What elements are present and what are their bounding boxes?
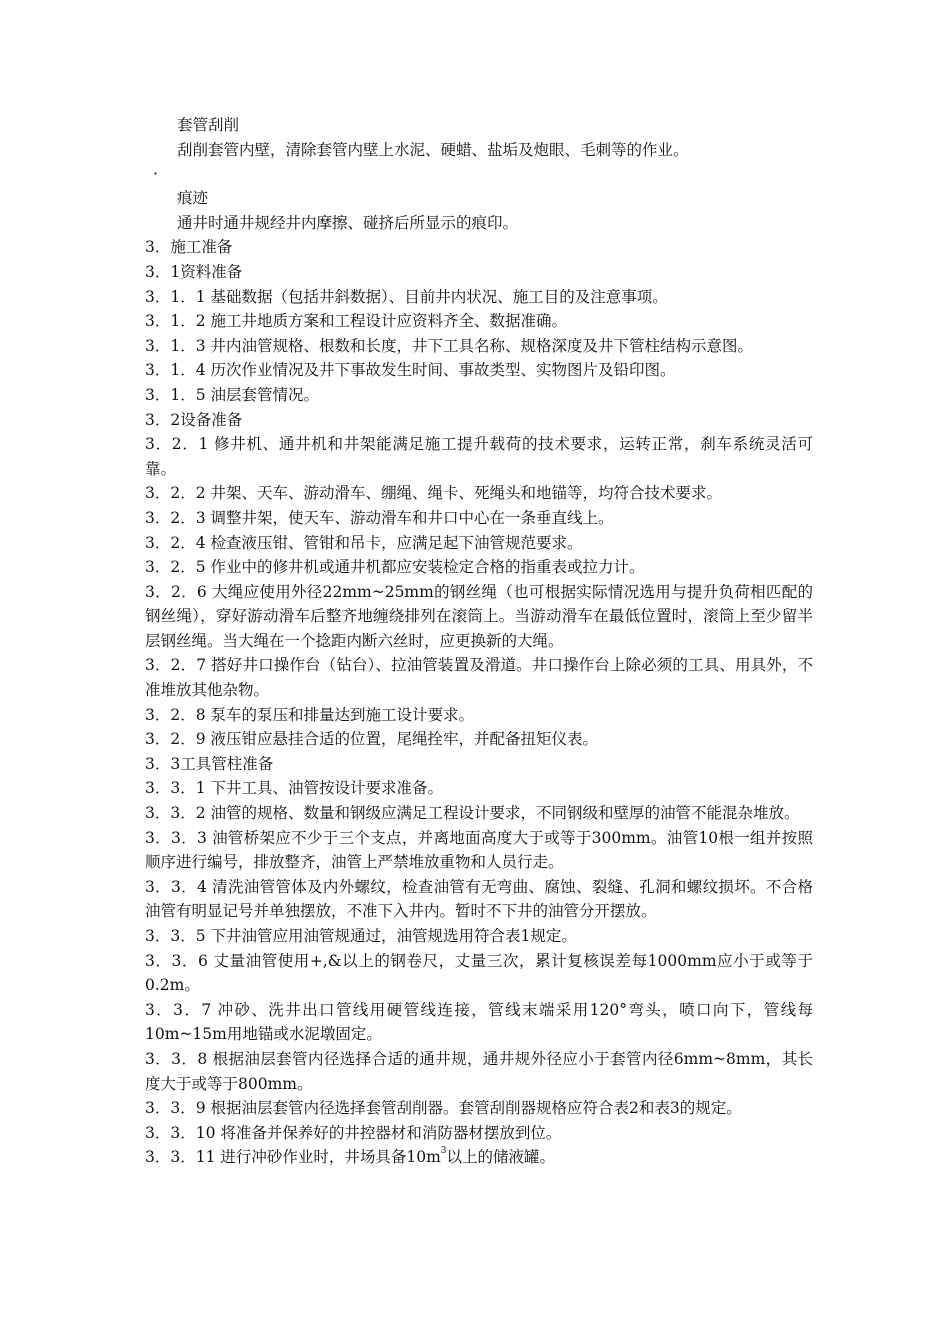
list-item: 3．3．6 丈量油管使用+,&以上的钢卷尺，丈量三次，累计复核误差每1000mm应小于或等于0.2m。 xyxy=(145,951,813,995)
list-item: 3．1．1 基础数据（包括井斜数据）、目前井内状况、施工目的及注意事项。 xyxy=(145,287,668,306)
list-item: 3．3．5 下井油管应用油管规通过，油管规选用符合表1规定。 xyxy=(145,927,577,945)
list-item: 3．2．1 修井机、通井机和井架能满足施工提升载荷的技术要求，运转正常，刹车系统灵活可靠。 xyxy=(145,435,813,478)
list-item: 3．3．4 清洗油管管体及内外螺纹，检查油管有无弯曲、腐蚀、裂缝、孔洞和螺纹损坏。不合格油管有明显记号并单独摆放，不准下入井内。暂时不下井的油管分开摆放。 xyxy=(145,877,813,921)
superscript-unit: 3 xyxy=(440,1146,447,1157)
definition-text: 通井时通井规经井内摩擦、碰挤后所显示的痕印。 xyxy=(177,213,519,232)
list-item: 3．2．8 泵车的泵压和排量达到施工设计要求。 xyxy=(145,705,475,724)
list-item: 3．2．5 作业中的修井机或通井机都应安装检定合格的指重表或拉力计。 xyxy=(145,558,645,577)
definition-term: 痕迹 xyxy=(177,189,209,208)
list-item: 3．1．5 油层套管情况。 xyxy=(145,385,320,404)
list-item: 3．2．4 检查液压钳、管钳和吊卡，应满足起下油管规范要求。 xyxy=(145,533,583,552)
list-item-last xyxy=(145,1145,813,1170)
list-item: 3．3．7 冲砂、洗井出口管线用硬管线连接，管线末端采用120°弯头，喷口向下，管线每10m~15m用地锚或水泥墩固定。 xyxy=(145,1000,813,1044)
list-item: 3．3．1 下井工具、油管按设计要求准备。 xyxy=(145,779,444,798)
list-item: 3．3．8 根据油层套管内径选择合适的通井规，通井规外径应小于套管内径6mm~8mm，其长度大于或等于800mm。 xyxy=(145,1049,813,1093)
definition-text: 刮削套管内壁，清除套管内壁上水泥、硬蜡、盐垢及炮眼、毛刺等的作业。 xyxy=(177,140,689,159)
subsection-heading: 3．2设备准备 xyxy=(145,410,243,429)
list-item: 3．3．10 将准备并保养好的井控器材和消防器材摆放到位。 xyxy=(145,1123,562,1142)
list-item: 3．3．2 油管的规格、数量和钢级应满足工程设计要求，不同钢级和壁厚的油管不能混杂堆放。 xyxy=(145,804,800,823)
list-item: 3．2．9 液压钳应悬挂合适的位置，尾绳拴牢，并配备扭矩仪表。 xyxy=(145,730,599,749)
list-item: 3．2．3 调整井架，使天车、游动滑车和井口中心在一条垂直线上。 xyxy=(145,508,614,527)
list-item: 3．1．4 历次作业情况及井下事故发生时间、事故类型、实物图片及铅印图。 xyxy=(145,361,676,380)
definition-term: 套管刮削 xyxy=(177,116,240,134)
list-item: 3．1．3 井内油管规格、根数和长度，井下工具名称、规格深度及井下管柱结构示意图。 xyxy=(145,336,754,355)
list-item: 3．3．9 根据油层套管内径选择套管刮削器。套管刮削器规格应符合表2和表3的规定。 xyxy=(145,1099,742,1118)
list-item: 3．2．6 大绳应使用外径22mm~25mm的钢丝绳（也可根据实际情况选用与提升负荷相匹配的钢丝绳），穿好游动滑车后整齐地缠绕排列在滚筒上。当游动滑车在最低位置时，滚筒上至少留半层钢丝绳。当大绳在一个捻距内断六丝时，应更换新的大绳。 xyxy=(145,582,813,650)
list-item: 3．1．2 施工井地质方案和工程设计应资料齐全、数据准确。 xyxy=(145,312,568,331)
list-item: 3．2．2 井架、天车、游动滑车、绷绳、绳卡、死绳头和地锚等，均符合技术要求。 xyxy=(145,484,723,503)
separator-dot: · xyxy=(153,165,158,184)
document-page xyxy=(145,113,813,1170)
list-item: 3．3．3 油管桥架应不少于三个支点，并离地面高度大于或等于300mm。油管10根一组并按照顺序进行编号，排放整齐，油管上严禁堆放重物和人员行走。 xyxy=(145,828,813,872)
list-item: 3．2．7 搭好井口操作台（钻台）、拉油管装置及滑道。井口操作台上除必须的工具、用具外，不准堆放其他杂物。 xyxy=(145,656,813,700)
subsection-heading: 3．3工具管柱准备 xyxy=(145,754,274,773)
last-item-text: 3．3．11 进行冲砂作业时，井场具备10m xyxy=(145,1148,441,1167)
section-title: 3．施工准备 xyxy=(145,238,233,257)
subsection-heading: 3．1资料准备 xyxy=(145,262,243,281)
last-item-tail: 以上的储液罐。 xyxy=(446,1148,556,1167)
